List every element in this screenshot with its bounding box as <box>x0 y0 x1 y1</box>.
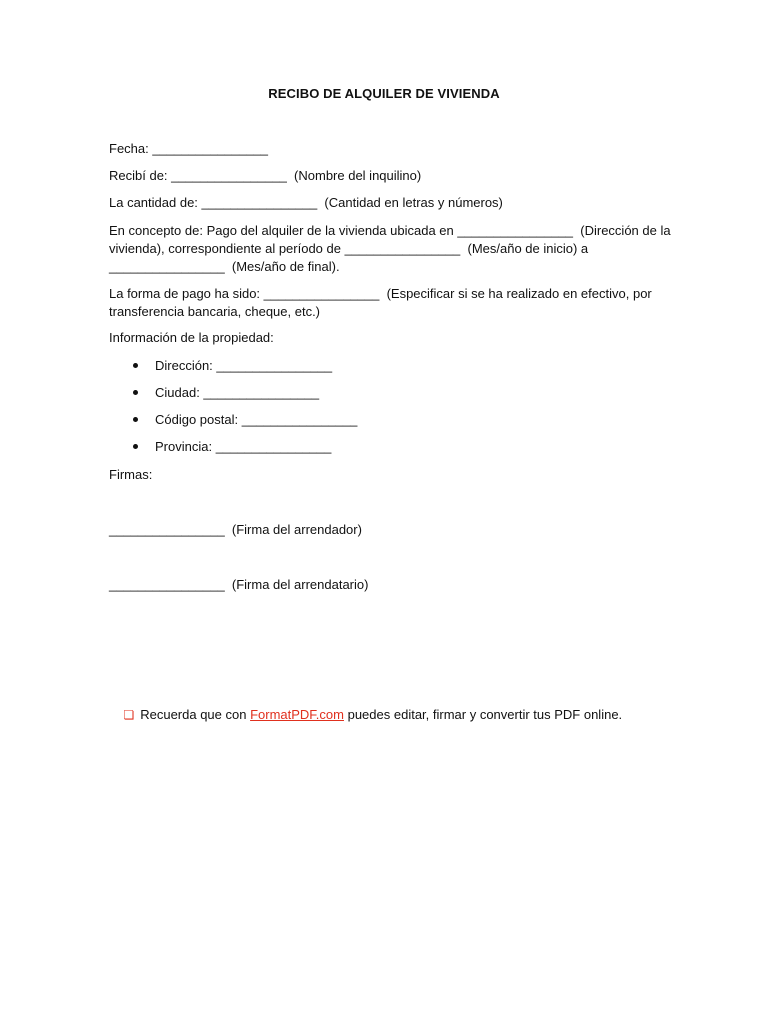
list-item-text: Ciudad: ________________ <box>155 385 320 400</box>
formatpdf-link[interactable]: FormatPDF.com <box>250 707 344 722</box>
cantidad-line: La cantidad de: ________________ (Cantidad en letras y números) <box>109 195 503 210</box>
list-item-text: Código postal: ________________ <box>155 412 358 427</box>
firma-arrendador-line: ________________ (Firma del arrendador) <box>109 522 362 537</box>
document-title: RECIBO DE ALQUILER DE VIVIENDA <box>268 86 500 101</box>
checkbox-icon: ❏ <box>123 708 135 722</box>
tip-text-before: Recuerda que con <box>140 707 251 722</box>
bullet-icon <box>133 444 138 449</box>
recibi-line: Recibí de: ________________ (Nombre del inquilino) <box>109 168 422 183</box>
list-item <box>133 438 331 456</box>
bullet-icon <box>133 417 138 422</box>
list-item-text: Dirección: ________________ <box>155 358 333 373</box>
concepto-line-2: vivienda), correspondiente al período de ________________ (Mes/año de inicio) a <box>109 241 589 256</box>
fecha-line: Fecha: ________________ <box>109 141 269 156</box>
tip-text-after: puedes editar, firmar y convertir tus PDF online. <box>343 707 623 722</box>
list-item <box>133 384 319 402</box>
list-item <box>133 411 357 429</box>
forma-pago-line-1: La forma de pago ha sido: ________________ (Especificar si se ha realizado en efectivo, por <box>109 286 652 301</box>
list-item <box>133 357 332 375</box>
list-item-text: Provincia: ________________ <box>155 439 332 454</box>
concepto-line-1: En concepto de: Pago del alquiler de la vivienda ubicada en ________________ (Dirección de la <box>109 223 671 238</box>
formatpdf-tip <box>109 688 622 742</box>
firmas-heading: Firmas: <box>109 467 153 482</box>
info-propiedad-heading: Información de la propiedad: <box>109 330 274 345</box>
bullet-icon <box>133 390 138 395</box>
bullet-icon <box>133 363 138 368</box>
concepto-line-3: ________________ (Mes/año de final). <box>109 259 340 274</box>
forma-pago-line-2: transferencia bancaria, cheque, etc.) <box>109 304 321 319</box>
firma-arrendatario-line: ________________ (Firma del arrendatario) <box>109 577 369 592</box>
